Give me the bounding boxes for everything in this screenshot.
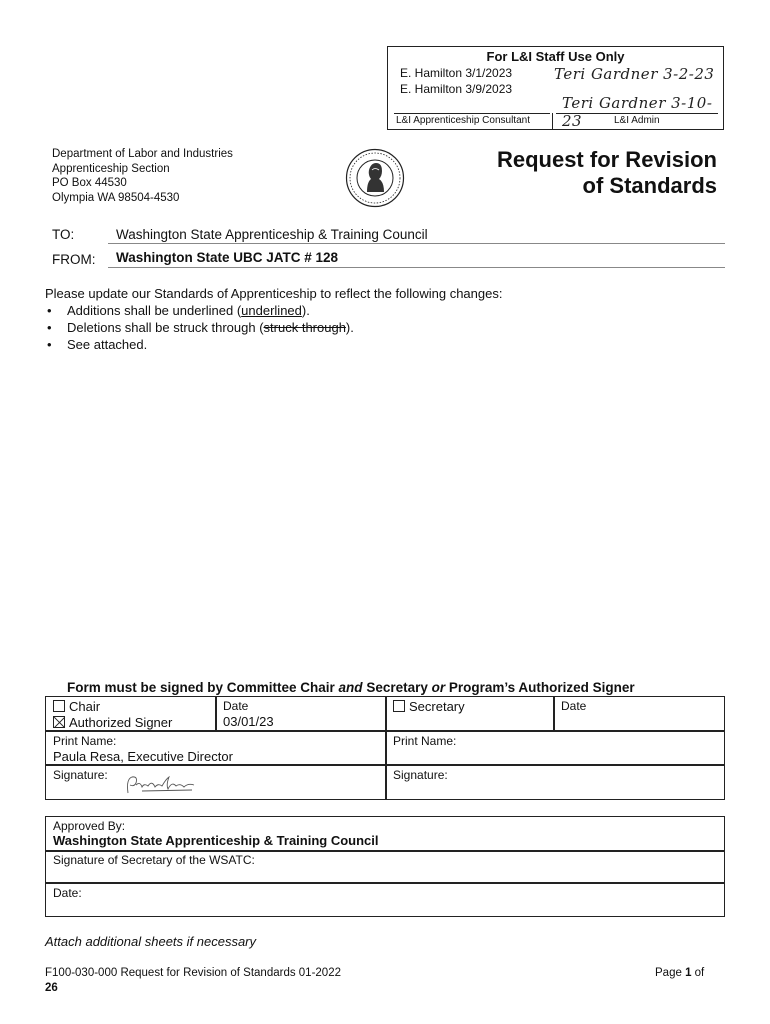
page-of-label: of [691, 967, 705, 979]
print-name-2-label[interactable]: Print Name: [393, 734, 457, 748]
handwritten-entry-1: Teri Gardner 3-2-23 [554, 65, 715, 83]
bullet-deletions-end: ). [345, 320, 354, 335]
address-line-3: PO Box 44530 [52, 177, 127, 189]
address-line-4: Olympia WA 98504-4530 [52, 191, 180, 204]
chair-checkbox[interactable] [53, 700, 65, 712]
date-label: Date [223, 699, 249, 713]
bullet-icon: • [47, 320, 52, 335]
bullet-deletions-text: Deletions shall be struck through ( [67, 320, 264, 335]
handwritten-signature[interactable] [122, 771, 202, 797]
signature-label: Signature: [53, 768, 108, 782]
secretary-label: Secretary [409, 699, 465, 714]
staff-line-2: E. Hamilton 3/9/2023 [400, 82, 513, 96]
page-label: Page [655, 967, 686, 979]
consultant-line [394, 113, 550, 114]
underlined-example: underlined [241, 303, 302, 318]
admin-line [556, 113, 718, 114]
bullet-see-attached [45, 336, 502, 353]
bullet-additions-text: Additions shall be underlined ( [67, 303, 242, 318]
authorized-signer-label: Authorized Signer [69, 715, 173, 730]
address-line-2: Apprenticeship Section [52, 162, 170, 175]
bullet-additions-end: ). [301, 303, 310, 318]
admin-caption: L&I Admin [614, 115, 660, 126]
page-indicator [655, 967, 704, 979]
to-label: TO: [52, 227, 75, 242]
wsatc-signature-label[interactable]: Signature of Secretary of the WSATC: [53, 853, 255, 867]
bullet-additions [45, 302, 502, 319]
wsatc-date-label[interactable]: Date: [53, 886, 82, 900]
bullet-see-attached-text: See attached. [67, 337, 148, 352]
heading-part-1: Form must be signed by Committee Chair [67, 680, 339, 695]
signature-requirement-heading [67, 680, 635, 695]
handwritten-entry-2: Teri Gardner 3-10-23 [562, 94, 713, 130]
from-underline [108, 267, 725, 268]
agency-address [52, 147, 233, 205]
print-name-label: Print Name: [53, 734, 117, 748]
bullet-icon: • [47, 303, 52, 318]
wsatc-signature-cell [45, 850, 725, 884]
signature-cell [45, 764, 387, 800]
approved-by-label: Approved By: [53, 819, 126, 833]
caption-divider [552, 113, 553, 129]
bullet-icon: • [47, 337, 52, 352]
address-line-1: Department of Labor and Industries [52, 148, 233, 160]
secretary-cell [385, 696, 555, 732]
bullet-deletions [45, 319, 502, 336]
page-number: 1 [685, 967, 692, 979]
heading-part-3: Program’s Authorized Signer [445, 680, 635, 695]
date-value[interactable]: 03/01/23 [223, 714, 274, 729]
from-label: FROM: [52, 252, 96, 267]
consultant-caption: L&I Apprenticeship Consultant [396, 115, 530, 126]
print-name-value[interactable]: Paula Resa, Executive Director [53, 749, 233, 764]
struck-through-example: struck through [263, 320, 346, 335]
staff-line-1: E. Hamilton 3/1/2023 [400, 66, 513, 80]
print-name-cell [45, 730, 387, 766]
secretary-date-label[interactable]: Date [561, 699, 587, 713]
authorized-signer-option[interactable] [53, 715, 172, 730]
heading-part-2: Secretary [362, 680, 432, 695]
print-name-2-cell [385, 730, 725, 766]
washington-state-seal-icon [345, 148, 405, 208]
approved-by-cell [45, 816, 725, 852]
staff-use-box [387, 46, 724, 130]
document-title-line-2: of Standards [582, 173, 717, 198]
heading-or: or [431, 680, 446, 695]
chair-label: Chair [69, 699, 101, 714]
total-pages: 26 [45, 982, 58, 994]
instructions [45, 285, 502, 353]
wsatc-date-cell [45, 882, 725, 917]
from-value: Washington State UBC JATC # 128 [116, 250, 339, 265]
secretary-date-cell [553, 696, 725, 732]
to-underline [108, 243, 725, 244]
attach-note: Attach additional sheets if necessary [45, 934, 257, 949]
chair-option[interactable] [53, 699, 100, 714]
signature-2-label[interactable]: Signature: [393, 768, 448, 782]
date-cell [215, 696, 387, 732]
to-value: Washington State Apprenticeship & Training Council [116, 227, 428, 242]
secretary-checkbox[interactable] [393, 700, 405, 712]
council-name: Washington State Apprenticeship & Training Council [53, 833, 379, 848]
heading-and: and [338, 680, 363, 695]
secretary-option[interactable] [393, 699, 465, 714]
authorized-signer-checkbox[interactable] [53, 716, 65, 728]
form-id: F100-030-000 Request for Revision of Standards 01-2022 [45, 967, 341, 979]
signature-2-cell [385, 764, 725, 800]
staff-use-title: For L&I Staff Use Only [486, 49, 625, 64]
instructions-intro: Please update our Standards of Apprenticeship to reflect the following changes: [45, 286, 503, 301]
signer-role-cell [45, 696, 217, 732]
document-title-line-1: Request for Revision [496, 147, 717, 172]
